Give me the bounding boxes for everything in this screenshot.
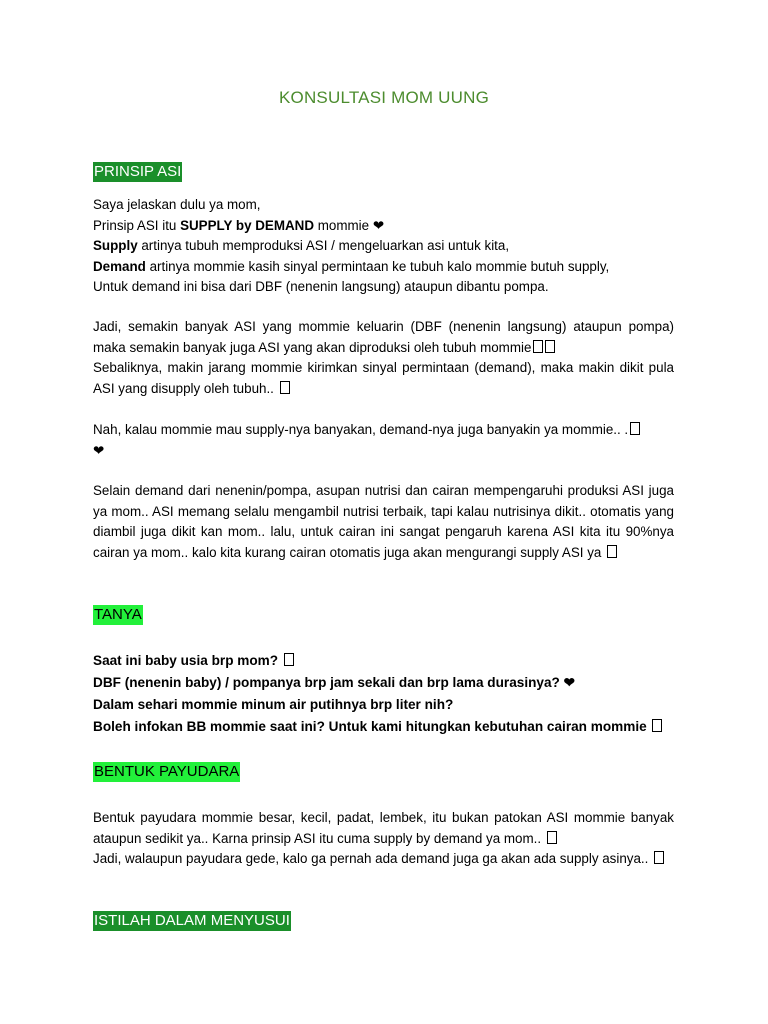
bentuk-paragraph <box>93 808 674 870</box>
text-fragment: Boleh infokan BB mommie saat ini? Untuk kami hitungkan kebutuhan cairan mommie <box>93 719 647 734</box>
heart-icon: ❤ <box>563 675 575 690</box>
prinsip-paragraph-2b <box>93 358 674 399</box>
question-1 <box>93 650 674 672</box>
emoji-placeholder-icon <box>654 851 664 864</box>
section-heading-istilah: ISTILAH DALAM MENYUSUI <box>94 912 290 929</box>
text-fragment: Selain demand dari nenenin/pompa, asupan nutrisi dan cairan mempengaruhi produksi ASI juga ya mom.. ASI memang selalu mengambil nutrisi terbaik, tapi kalau nutrisinya dikit.. otomatis yang diambil juga dikit kan mom.. lalu, untuk cairan ini sangat pengaruh karena ASI kita itu 90%nya cairan ya mom.. kalo kita kurang cairan otomatis juga akan mengurangi supply ASI ya <box>93 483 674 560</box>
text-fragment: Nah, kalau mommie mau supply-nya banyakan, demand-nya juga banyakin ya mommie.. . <box>93 422 629 437</box>
text-fragment: artinya tubuh memproduksi ASI / mengeluarkan asi untuk kita, <box>137 238 510 253</box>
section-heading-prinsip-asi: PRINSIP ASI <box>94 163 182 180</box>
text-fragment: Sebaliknya, makin jarang mommie kirimkan sinyal permintaan (demand), maka makin dikit pula ASI yang disupply oleh tubuh.. <box>93 360 674 396</box>
bentuk-paragraph-2 <box>93 849 674 870</box>
question-2 <box>93 672 674 694</box>
emoji-placeholder-icon <box>630 422 640 435</box>
prinsip-line-2 <box>93 216 674 237</box>
prinsip-line-5: Untuk demand ini bisa dari DBF (nenenin langsung) ataupun dibantu pompa. <box>93 279 549 294</box>
prinsip-line-3 <box>93 236 674 257</box>
emoji-placeholder-icon <box>533 340 543 353</box>
emoji-placeholder-icon <box>547 831 557 844</box>
emoji-placeholder-icon <box>652 719 662 732</box>
demand-term: Demand <box>93 258 146 274</box>
text-fragment: artinya mommie kasih sinyal permintaan ke tubuh kalo mommie butuh supply, <box>145 258 610 274</box>
text-fragment: Jadi, walaupun payudara gede, kalo ga pernah ada demand juga ga akan ada supply asinya.. <box>93 851 649 866</box>
emoji-placeholder-icon <box>607 545 617 558</box>
section-heading-tanya: TANYA <box>94 606 142 623</box>
emoji-placeholder-icon <box>284 653 294 666</box>
text-fragment: Prinsip ASI itu <box>93 217 181 233</box>
supply-term: Supply <box>93 238 138 253</box>
question-4 <box>93 716 674 738</box>
text-fragment: DBF (nenenin baby) / pompanya brp jam sekali dan brp lama durasinya? <box>93 675 560 690</box>
prinsip-paragraph-2 <box>93 317 674 399</box>
prinsip-paragraph-4 <box>93 481 674 563</box>
question-3: Dalam sehari mommie minum air putihnya brp liter nih? <box>93 697 454 712</box>
supply-by-demand-emphasis: SUPPLY by DEMAND <box>180 217 315 233</box>
prinsip-line-4 <box>93 257 674 278</box>
tanya-questions <box>93 650 674 738</box>
page-title: KONSULTASI MOM UUNG <box>278 88 490 107</box>
text-fragment: Saat ini baby usia brp mom? <box>93 653 279 668</box>
heart-icon: ❤ <box>372 217 385 233</box>
prinsip-paragraph-1 <box>93 195 674 298</box>
text-fragment: Jadi, semakin banyak ASI yang mommie keluarin (DBF (nenenin langsung) ataupun pompa) maka semakin banyak juga ASI yang akan diproduksi oleh tubuh mommie <box>93 319 674 355</box>
heart-icon: ❤ <box>93 442 105 458</box>
prinsip-paragraph-3 <box>93 420 674 461</box>
emoji-placeholder-icon <box>280 381 290 394</box>
text-fragment: Bentuk payudara mommie besar, kecil, padat, lembek, itu bukan patokan ASI mommie banyak ataupun sedikit ya.. Karna prinsip ASI itu cuma supply by demand ya mom.. <box>93 810 674 846</box>
emoji-placeholder-icon <box>545 340 555 353</box>
prinsip-line-1: Saya jelaskan dulu ya mom, <box>93 197 261 212</box>
section-heading-bentuk-payudara: BENTUK PAYUDARA <box>94 763 240 780</box>
text-fragment: mommie <box>314 217 370 233</box>
